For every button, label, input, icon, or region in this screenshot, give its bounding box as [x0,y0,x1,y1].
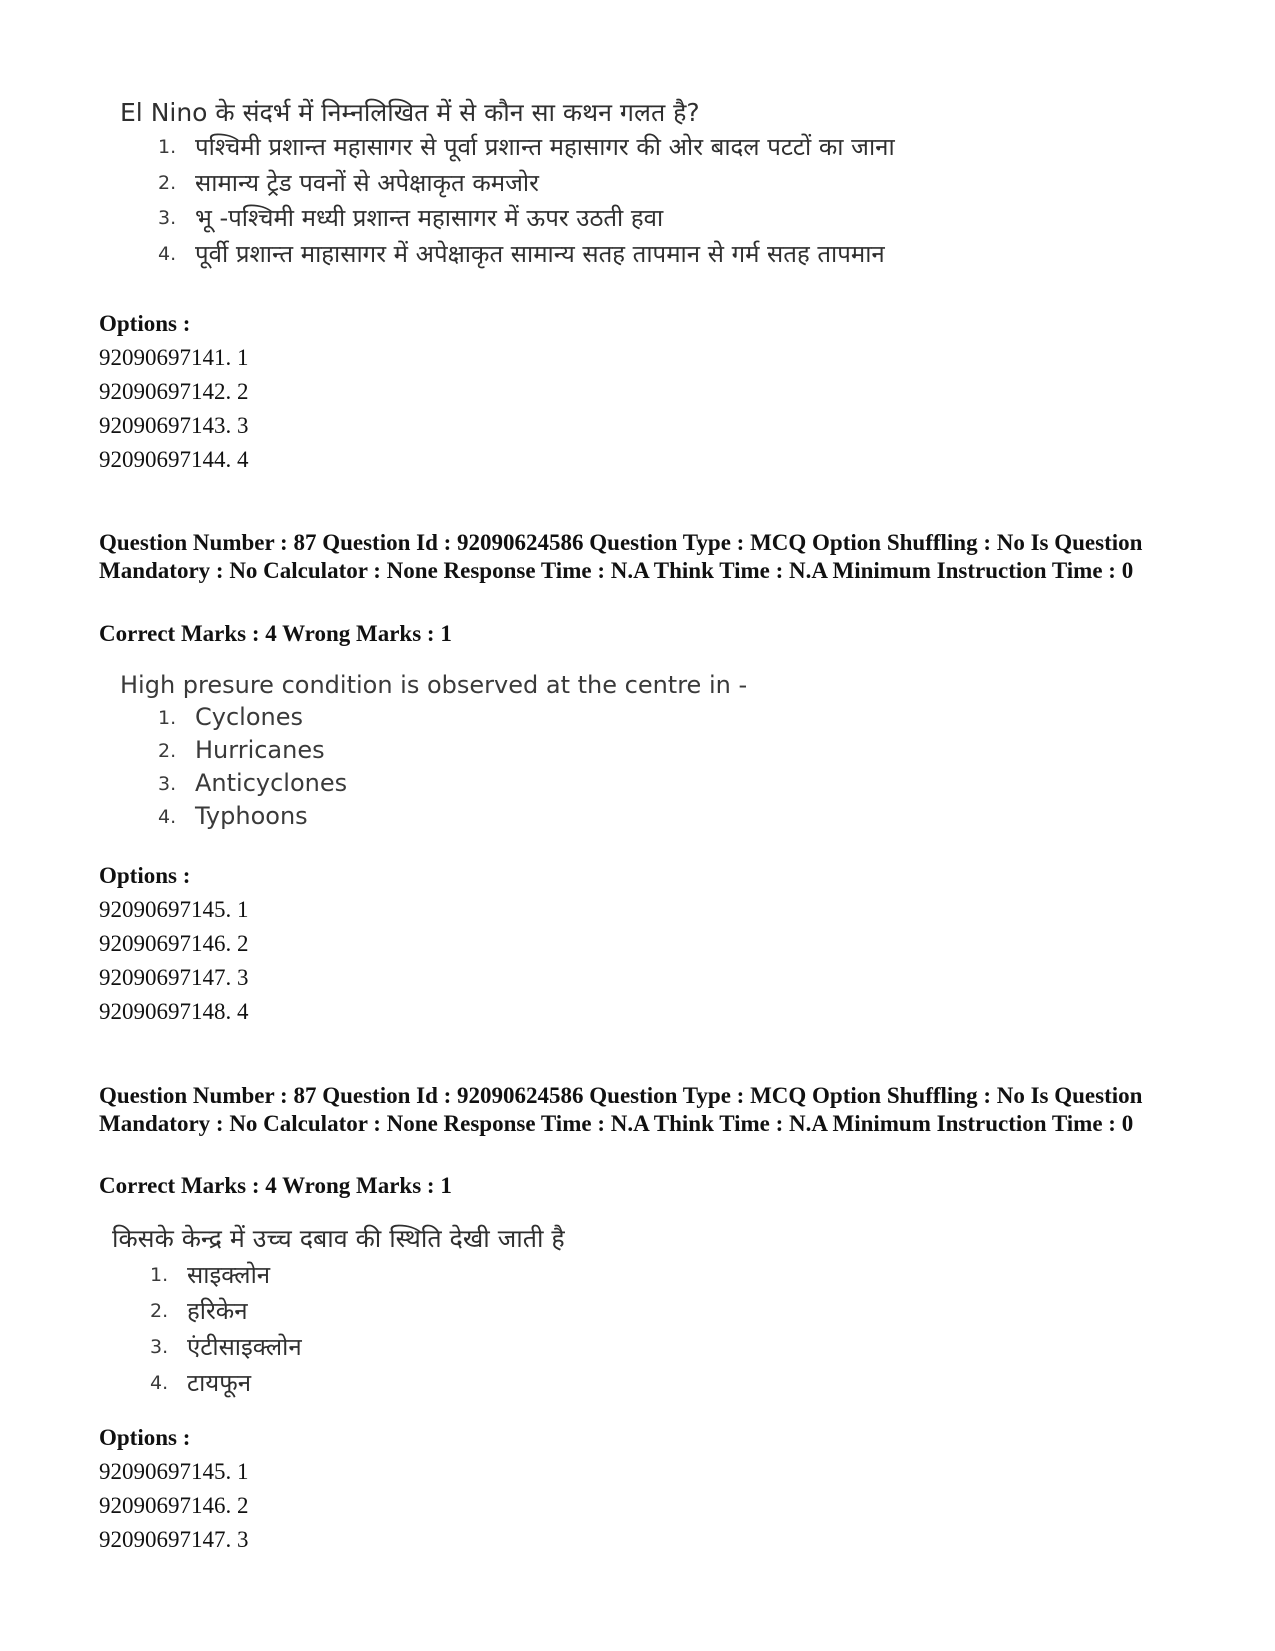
option-text: पश्चिमी प्रशान्त महासागर से पूर्वा प्रशान्त महासागर की ओर बादल पटटों का जाना [195,133,895,161]
marks-line: Correct Marks : 4 Wrong Marks : 1 [99,1173,452,1198]
option-id-row: 92090697145. 1 [99,1459,249,1484]
option-number: 1. [158,707,177,729]
option-number: 3. [158,773,177,795]
option-text: सामान्य ट्रेड पवनों से अपेक्षाकृत कमजोर [195,169,539,197]
marks-line: Correct Marks : 4 Wrong Marks : 1 [99,621,452,646]
option-number: 3. [150,1336,169,1358]
question-image-3 [112,1222,565,1397]
option-number: 4. [158,243,177,265]
option-id-row: 92090697146. 2 [99,1493,249,1518]
option-number: 3. [158,207,177,229]
option-text: हरिकेन [187,1297,248,1325]
question-image-1 [120,96,895,268]
option-number: 2. [158,740,177,762]
question-meta: Question Number : 87 Question Id : 92090624586 Question Type : MCQ Option Shuffling : No Is Question Mandatory : No Calculator : None Response Time : N.A Think Time : N.A Minimum Instruction Time : 0 [99,530,1143,583]
options-label: Options : [99,311,191,336]
option-id-row: 92090697147. 3 [99,965,249,990]
option-text: Hurricanes [195,736,325,764]
option-text: Typhoons [195,802,308,830]
option-number: 4. [158,806,177,828]
question-stem: El Nino के संदर्भ में निम्नलिखित में से कौन सा कथन गलत है? [120,98,700,127]
option-text: Cyclones [195,703,303,731]
option-text: टायफून [187,1369,252,1397]
question-stem: किसके केन्द्र में उच्च दबाव की स्थिति देखी जाती है [112,1224,565,1253]
option-text: Anticyclones [195,769,348,797]
option-id-row: 92090697146. 2 [99,931,249,956]
option-id-row: 92090697145. 1 [99,897,249,922]
option-id-row: 92090697142. 2 [99,379,249,404]
option-number: 2. [158,172,177,194]
options-label: Options : [99,863,191,888]
options-label: Options : [99,1425,191,1450]
option-id-row: 92090697143. 3 [99,413,249,438]
question-meta: Question Number : 87 Question Id : 92090624586 Question Type : MCQ Option Shuffling : No Is Question Mandatory : No Calculator : None Response Time : N.A Think Time : N.A Minimum Instruction Time : 0 [99,1083,1143,1136]
option-number: 1. [158,136,177,158]
question-image-2 [120,668,748,830]
option-text: एंटीसाइक्लोन [187,1333,302,1361]
option-id-row: 92090697148. 4 [99,999,249,1024]
option-number: 1. [150,1264,169,1286]
option-text: पूर्वी प्रशान्त माहासागर में अपेक्षाकृत सामान्य सतह तापमान से गर्म सतह तापमान [195,240,885,268]
option-id-row: 92090697144. 4 [99,447,249,472]
option-id-row: 92090697147. 3 [99,1527,249,1552]
option-id-row: 92090697141. 1 [99,345,249,370]
option-number: 4. [150,1372,169,1394]
option-text: साइक्लोन [187,1261,271,1289]
question-stem: High presure condition is observed at the centre in - [120,671,748,699]
option-text: भू -पश्चिमी मध्यी प्रशान्त महासागर में ऊपर उठती हवा [195,204,664,232]
option-number: 2. [150,1300,169,1322]
